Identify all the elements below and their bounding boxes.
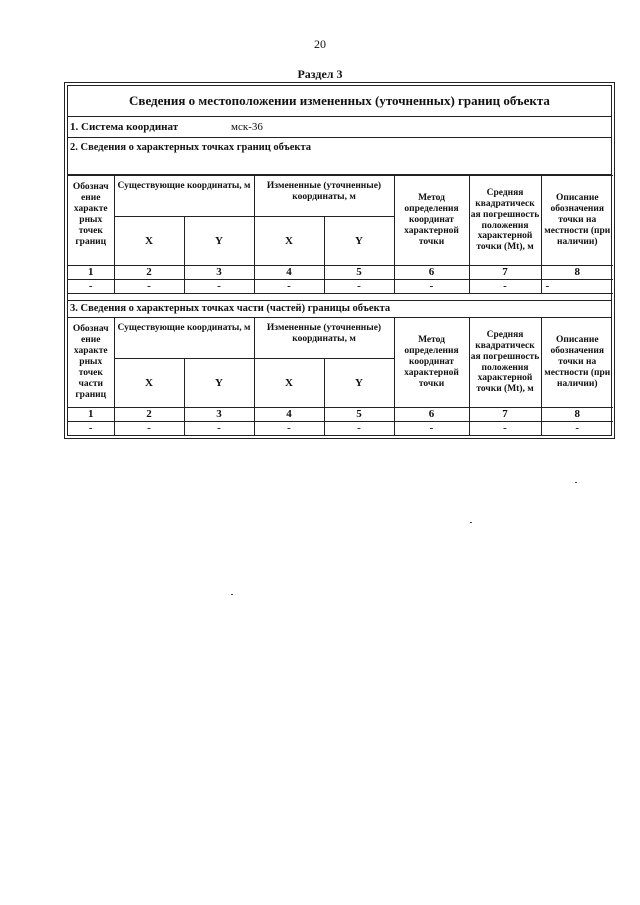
- table3-col-points: Обознач ение характе рных точек части границ: [68, 318, 114, 408]
- scan-speck: [231, 594, 233, 595]
- table2-y-existing: Y: [184, 217, 254, 266]
- table3-title: 3. Сведения о характерных точках части (частей) границы объекта: [68, 301, 611, 318]
- table2-col-description: Описание обозначения точки на местности (при наличии): [541, 176, 613, 266]
- table-cell: 2: [114, 408, 184, 422]
- section-divider: [68, 294, 611, 301]
- table2-col-method: Метод определения координат характерной точки: [394, 176, 469, 266]
- table-cell: -: [68, 422, 114, 436]
- table2-title: 2. Сведения о характерных точках границ объекта: [68, 138, 611, 175]
- section-title: Раздел 3: [297, 67, 343, 81]
- table-cell: -: [541, 280, 613, 294]
- table-cell: 6: [394, 266, 469, 280]
- table-cell: -: [114, 422, 184, 436]
- main-heading: Сведения о местоположении измененных (уточненных) границ объекта: [68, 86, 611, 117]
- table-cell: 7: [469, 408, 541, 422]
- table-cell: -: [541, 422, 613, 436]
- table-cell: 7: [469, 266, 541, 280]
- document-table-frame: [64, 82, 615, 439]
- table-cell: -: [254, 422, 324, 436]
- table-cell: 8: [541, 266, 613, 280]
- table3: [68, 318, 613, 435]
- coordinate-system-value: мск-36: [231, 121, 263, 133]
- table-cell: -: [324, 422, 394, 436]
- table3-y-existing: Y: [184, 359, 254, 408]
- table-cell: 2: [114, 266, 184, 280]
- table-cell: -: [254, 280, 324, 294]
- table-cell: -: [469, 422, 541, 436]
- table-cell: -: [394, 422, 469, 436]
- table-cell: -: [324, 280, 394, 294]
- table2-col-existing: Существующие координаты, м: [114, 176, 254, 217]
- table-cell: 4: [254, 266, 324, 280]
- table-cell: 5: [324, 408, 394, 422]
- table3-number-row: [68, 408, 613, 422]
- table-cell: 4: [254, 408, 324, 422]
- table-row: [68, 422, 613, 436]
- scan-speck: [575, 482, 577, 483]
- table2-col-changed: Измененные (уточненные) координаты, м: [254, 176, 394, 217]
- table3-y-changed: Y: [324, 359, 394, 408]
- table2-x-changed: X: [254, 217, 324, 266]
- table-cell: 3: [184, 408, 254, 422]
- scan-speck: [470, 522, 472, 523]
- table-cell: 5: [324, 266, 394, 280]
- table-cell: -: [184, 280, 254, 294]
- table2-col-points: Обознач ение характе рных точек границ: [68, 176, 114, 266]
- page-number: 20: [314, 37, 326, 51]
- table2: [68, 175, 613, 294]
- table3-col-method: Метод определения координат характерной точки: [394, 318, 469, 408]
- table-cell: -: [394, 280, 469, 294]
- table-cell: 1: [68, 408, 114, 422]
- table3-x-existing: X: [114, 359, 184, 408]
- table2-x-existing: X: [114, 217, 184, 266]
- table2-y-changed: Y: [324, 217, 394, 266]
- table-cell: -: [469, 280, 541, 294]
- table3-col-description: Описание обозначения точки на местности (при наличии): [541, 318, 613, 408]
- table-cell: 6: [394, 408, 469, 422]
- table-cell: 1: [68, 266, 114, 280]
- table-cell: -: [68, 280, 114, 294]
- coordinate-system-row: [68, 117, 611, 138]
- table3-x-changed: X: [254, 359, 324, 408]
- table3-col-existing: Существующие координаты, м: [114, 318, 254, 359]
- table2-col-error: Средняя квадратическ ая погрешность положения характерной точки (Mt), м: [469, 176, 541, 266]
- table-cell: -: [114, 280, 184, 294]
- table-cell: -: [184, 422, 254, 436]
- table3-col-changed: Измененные (уточненные) координаты, м: [254, 318, 394, 359]
- table2-number-row: [68, 266, 613, 280]
- table-row: [68, 280, 613, 294]
- table-cell: 3: [184, 266, 254, 280]
- document-table: [67, 85, 612, 436]
- coordinate-system-label: 1. Система координат: [70, 121, 179, 133]
- table3-col-error: Средняя квадратическ ая погрешность положения характерной точки (Mt), м: [469, 318, 541, 408]
- table-cell: 8: [541, 408, 613, 422]
